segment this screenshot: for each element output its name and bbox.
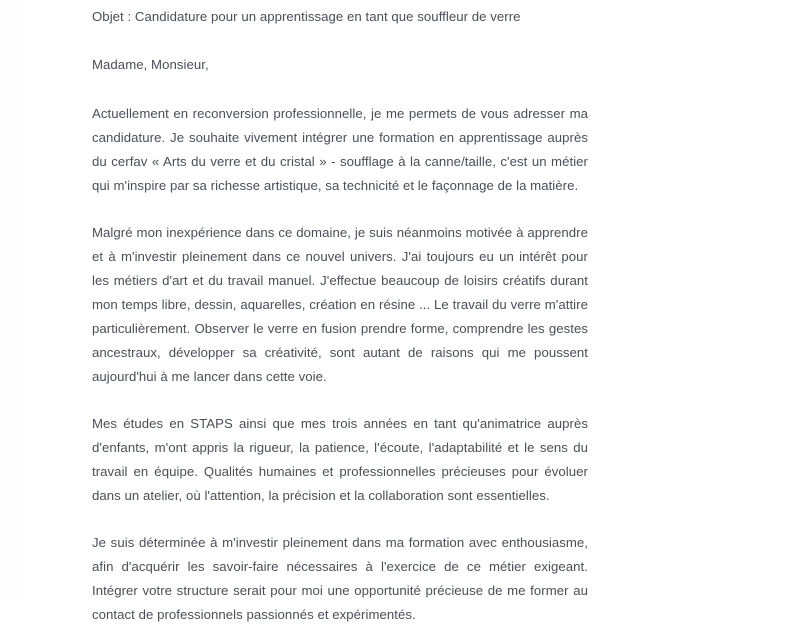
letter-paragraph-closing: Je suis déterminée à m'investir pleinement dans ma formation avec enthousiasme, afin d'acquérir les savoir-faire nécessaires à l'exercice de ce métier exigeant. Intégrer votre structure serait pour moi une opportunité précieuse de me former au contact de professionnels passionnés et expérimentés. <box>92 535 588 622</box>
letter-paragraph-motivation: Malgré mon inexpérience dans ce domaine, je suis néanmoins motivée à apprendre et à m'investir pleinement dans ce nouvel univers. J'ai toujours eu un intérêt pour les métiers d'art et du travail manuel. J'effectue beaucoup de loisirs créatifs durant mon temps libre, dessin, aquarelles, création en résine ... Le travail du verre m'attire particulièrement. Observer le verre en fusion prendre forme, comprendre les gestes ancestraux, développer sa créativité, sont autant de raisons qui me poussent aujourd'hui à me lancer dans cette voie. <box>92 225 588 384</box>
letter-paragraph-experience: Mes études en STAPS ainsi que mes trois années en tant qu'animatrice auprès d'enfants, m'ont appris la rigueur, la patience, l'écoute, l'adaptabilité et le sens du travail en équipe. Qualités humaines et professionnelles précieuses pour évoluer dans un atelier, où l'attention, la précision et la collaboration sont essentielles. <box>92 416 588 503</box>
paper-edge-shading <box>0 0 26 600</box>
letter-paragraph-intro: Actuellement en reconversion professionnelle, je me permets de vous adresser ma candidature. Je souhaite vivement intégrer une formation en apprentissage auprès du cerfav « Arts du verre et du cristal » - soufflage à la canne/taille, c'est un métier qui m'inspire par sa richesse artistique, sa technicité et le façonnage de la matière. <box>92 106 588 193</box>
letter-subject-line: Objet : Candidature pour un apprentissage en tant que souffleur de verre <box>92 9 521 24</box>
letter-body <box>92 0 588 627</box>
letter-salutation: Madame, Monsieur, <box>92 57 209 72</box>
